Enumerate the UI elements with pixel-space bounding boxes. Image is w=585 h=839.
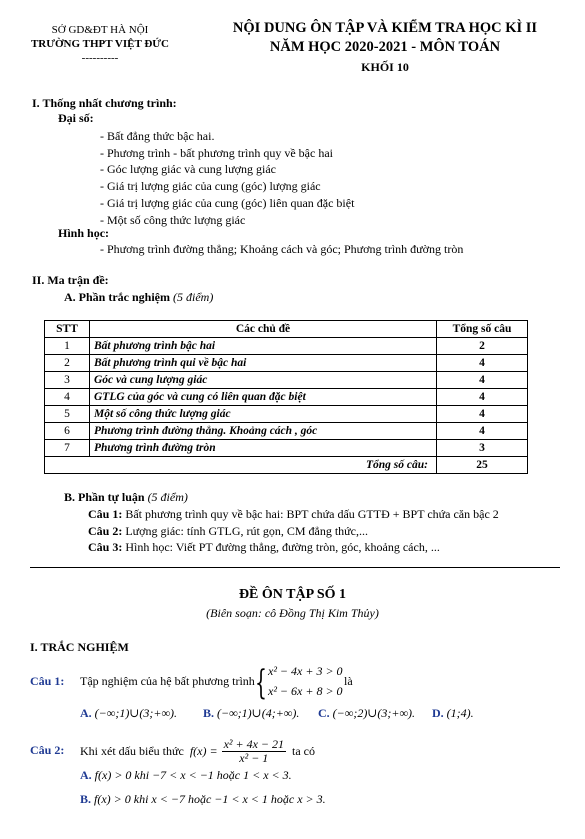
table-row	[45, 389, 528, 406]
essay-item	[88, 539, 499, 556]
option-key: A.	[80, 768, 92, 782]
header-org: SỞ GD&ĐT HÀ NỘI	[51, 24, 149, 36]
section2-heading: II. Ma trận đề:	[32, 273, 109, 287]
algebra-label: Đại số:	[58, 111, 94, 125]
essay-text: Bất phương trình quy về bậc hai: BPT chứa dấu GTTĐ + BPT chứa căn bậc 2	[125, 507, 499, 521]
q2-numerator: x² + 4x − 21	[223, 736, 285, 751]
row-stt: 7	[45, 440, 90, 457]
option-value: (1;4).	[446, 706, 474, 720]
list-item: - Một số công thức lượng giác	[100, 212, 246, 227]
row-stt: 6	[45, 423, 90, 440]
table-row	[45, 338, 528, 355]
row-topic: Phương trình đường thẳng. Khoảng cách , góc	[90, 423, 437, 440]
option-value: (−∞;1)∪(4;+∞).	[217, 706, 300, 720]
row-stt: 2	[45, 355, 90, 372]
row-stt: 3	[45, 372, 90, 389]
q1-eq2: x² − 6x + 8 > 0	[268, 684, 343, 698]
exam-author: (Biên soạn: cô Đồng Thị Kim Thủy)	[206, 606, 379, 620]
q1-option-c[interactable]	[318, 706, 415, 721]
row-count: 2	[437, 338, 528, 355]
partB-heading	[64, 490, 188, 505]
partA-label: A. Phần trắc nghiệm	[64, 290, 170, 304]
q2-option-a[interactable]	[80, 768, 292, 783]
partB-note: (5 điểm)	[147, 490, 188, 504]
header-school: TRƯỜNG THPT VIỆT ĐỨC	[30, 38, 170, 50]
doc-title-line3: KHỐI 10	[361, 60, 409, 74]
col-header-stt: STT	[45, 321, 90, 338]
q1-text: Tập nghiệm của hệ bất phương trình	[80, 674, 255, 688]
list-item: - Giá trị lượng giác của cung (góc) lượng giác	[100, 179, 321, 194]
q1-option-b[interactable]	[203, 706, 299, 721]
list-item: - Góc lượng giác và cung lượng giác	[100, 162, 276, 177]
option-value: (−∞;2)∪(3;+∞).	[332, 706, 416, 720]
row-topic: GTLG của góc và cung có liên quan đặc biệt	[90, 389, 437, 406]
row-count: 4	[437, 423, 528, 440]
partA-note: (5 điểm)	[173, 290, 214, 304]
partA-heading	[64, 290, 213, 305]
row-topic: Một số công thức lượng giác	[90, 406, 437, 423]
option-value: f(x) > 0 khi −7 < x < −1 hoặc 1 < x < 3.	[94, 768, 292, 782]
divider	[30, 567, 560, 568]
doc-title-line1: NỘI DUNG ÔN TẬP VÀ KIỂM TRA HỌC KÌ II	[232, 20, 538, 36]
algebra-list	[100, 128, 354, 228]
q2-fraction	[222, 738, 286, 765]
essay-item	[88, 506, 499, 523]
q2-stem	[80, 736, 315, 766]
q1-label: Câu 1:	[30, 674, 65, 688]
row-count: 3	[437, 440, 528, 457]
row-stt: 1	[45, 338, 90, 355]
row-topic: Bất phương trình qui về bậc hai	[90, 355, 437, 372]
option-value: (−∞;1)∪(3;+∞).	[94, 706, 178, 720]
essay-list	[88, 506, 499, 556]
row-topic: Góc và cung lượng giác	[90, 372, 437, 389]
doc-title-line2: NĂM HỌC 2020-2021 - MÔN TOÁN	[269, 39, 501, 55]
row-topic: Phương trình đường tròn	[90, 440, 437, 457]
essay-item	[88, 523, 499, 540]
q1-eq1: x² − 4x + 3 > 0	[268, 664, 343, 678]
header-dashes: ----------	[81, 52, 119, 64]
option-value: f(x) > 0 khi x < −7 hoặc −1 < x < 1 hoặc x > 3.	[94, 792, 326, 806]
table-row	[45, 372, 528, 389]
essay-text: Hình học: Viết PT đường thẳng, đường tròn, góc, khoảng cách, ...	[125, 540, 440, 554]
q1-tail: là	[344, 674, 353, 688]
row-count: 4	[437, 355, 528, 372]
q2-text: Khi xét dấu biểu thức	[80, 743, 184, 758]
exam-title: ĐỀ ÔN TẬP SỐ 1	[238, 587, 347, 602]
option-key: A.	[80, 706, 92, 720]
matrix-table	[44, 320, 528, 474]
table-total-row	[45, 457, 528, 474]
row-count: 4	[437, 406, 528, 423]
col-header-topic: Các chủ đề	[90, 321, 437, 338]
table-row	[45, 355, 528, 372]
exam-section-heading: I. TRẮC NGHIỆM	[30, 640, 129, 654]
q2-option-b[interactable]	[80, 792, 326, 807]
geometry-item: - Phương trình đường thẳng; Khoảng cách và góc; Phương trình đường tròn	[100, 242, 464, 256]
option-key: B.	[80, 792, 92, 806]
option-key: B.	[203, 706, 215, 720]
table-row	[45, 406, 528, 423]
essay-label: Câu 3:	[88, 540, 123, 554]
section1-heading: I. Thống nhất chương trình:	[32, 96, 177, 110]
partB-label: B. Phần tự luận	[64, 490, 145, 504]
geometry-label: Hình học:	[58, 226, 110, 240]
table-row	[45, 440, 528, 457]
total-value: 25	[437, 457, 528, 474]
q2-label: Câu 2:	[30, 743, 65, 757]
essay-label: Câu 2:	[88, 523, 123, 538]
q1-option-a[interactable]	[80, 706, 177, 721]
option-key: D.	[432, 706, 444, 720]
list-item: - Phương trình - bất phương trình quy về bậc hai	[100, 145, 333, 160]
q1-option-d[interactable]	[432, 706, 474, 721]
list-item: - Giá trị lượng giác của cung (góc) liên quan đặc biệt	[100, 195, 355, 210]
row-count: 4	[437, 372, 528, 389]
row-stt: 5	[45, 406, 90, 423]
total-label: Tổng số câu:	[45, 457, 437, 474]
q2-tail: ta có	[292, 743, 316, 758]
col-header-count: Tổng số câu	[437, 321, 528, 338]
option-key: C.	[318, 706, 330, 720]
list-item: - Bất đẳng thức bậc hai.	[100, 129, 215, 143]
table-row	[45, 423, 528, 440]
q2-fx: f(x) =	[189, 743, 218, 758]
row-topic: Bất phương trình bậc hai	[90, 338, 437, 355]
essay-text: Lượng giác: tính GTLG, rút gọn, CM đẳng thức,...	[125, 523, 368, 538]
table-header-row	[45, 321, 528, 338]
brace-icon: {	[255, 663, 267, 703]
row-stt: 4	[45, 389, 90, 406]
row-count: 4	[437, 389, 528, 406]
q2-denominator: x² − 1	[239, 750, 269, 765]
essay-label: Câu 1:	[88, 507, 123, 521]
